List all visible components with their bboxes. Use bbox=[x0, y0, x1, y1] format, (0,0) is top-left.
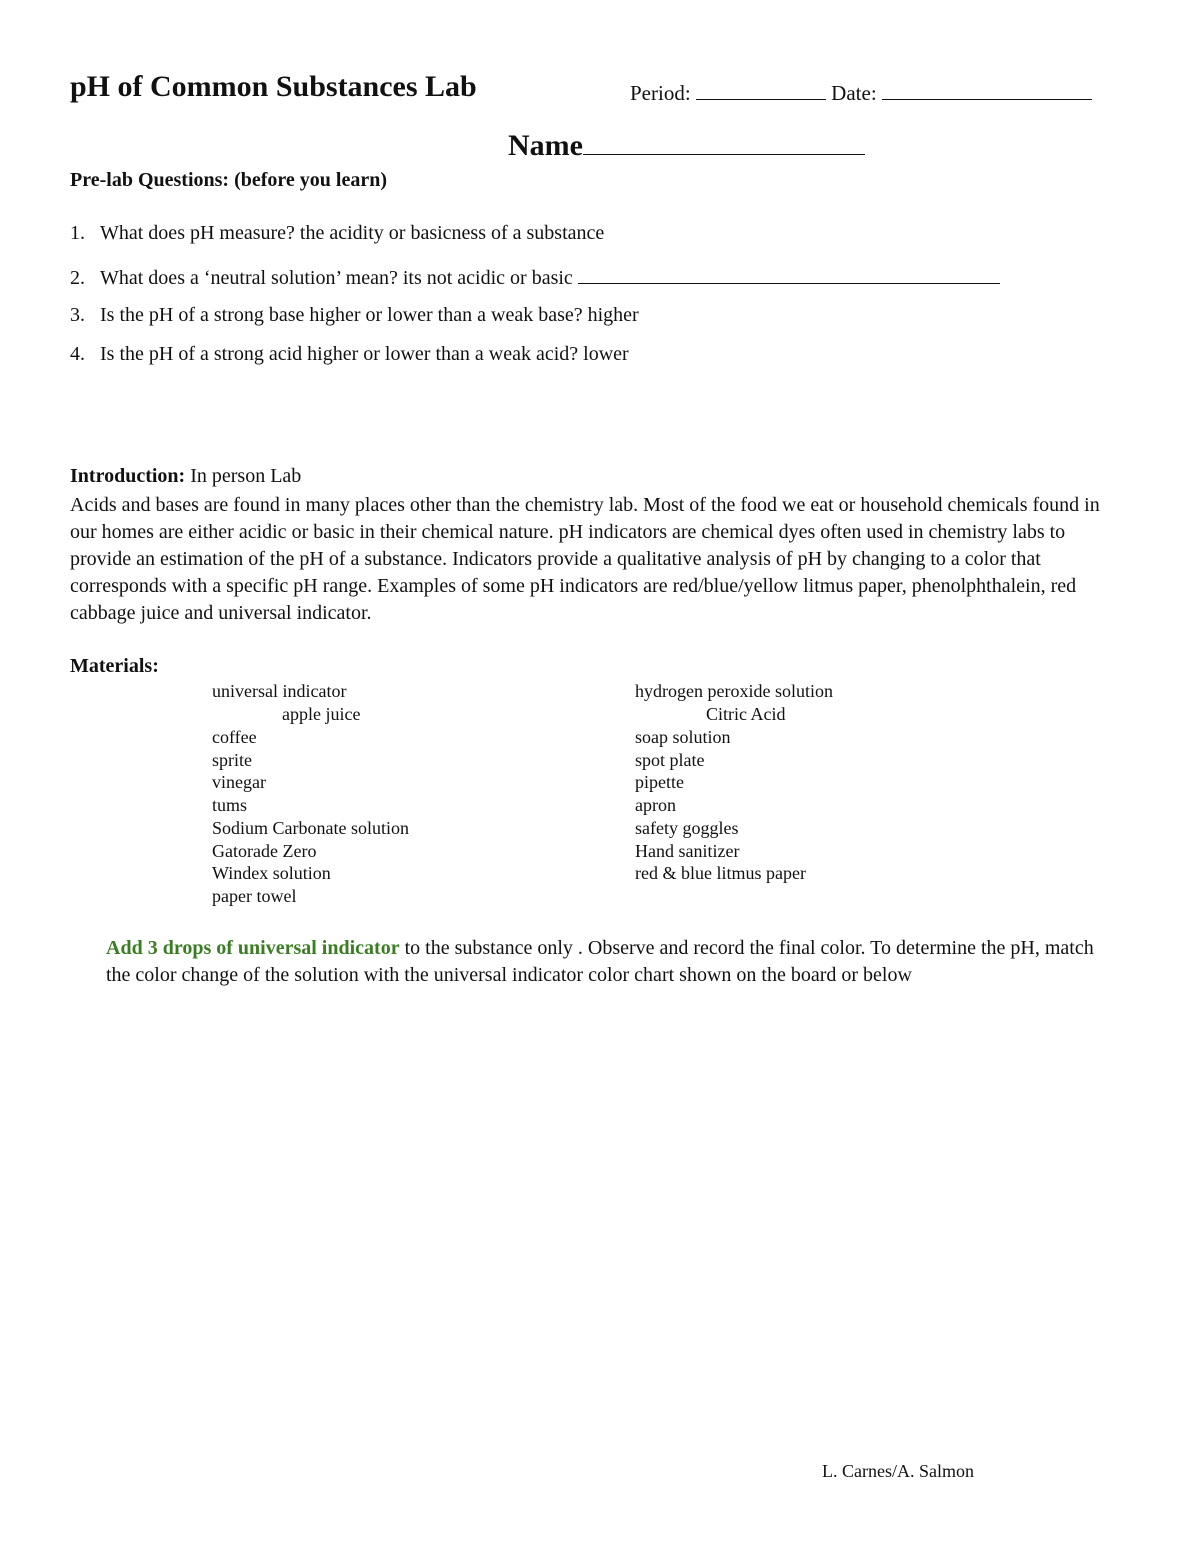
question-2 bbox=[70, 263, 1000, 290]
question-3 bbox=[70, 304, 639, 327]
materials-item: Citric Acid bbox=[706, 704, 786, 724]
question-number: 1. bbox=[70, 222, 85, 244]
materials-item: safety goggles bbox=[635, 818, 739, 838]
prelab-heading: Pre-lab Questions: (before you learn) bbox=[70, 169, 388, 191]
question-number: 4. bbox=[70, 343, 85, 365]
question-1 bbox=[70, 222, 604, 245]
name-line bbox=[508, 128, 865, 163]
question-number: 3. bbox=[70, 304, 85, 326]
instructions-highlight: Add 3 drops of universal indicator bbox=[106, 937, 400, 959]
period-blank[interactable] bbox=[696, 79, 826, 100]
materials-heading: Materials: bbox=[70, 655, 159, 677]
introduction-heading bbox=[70, 465, 301, 488]
introduction-body: Acids and bases are found in many places other than the chemistry lab. Most of the food we eat or household chemicals found in our homes are either acidic or basic in their chemical nature. pH indicators are chemical dyes often used in chemistry labs to provide an estimation of the pH of a substance. Indicators provide a qualitative analysis of pH by changing to a color that corresponds with a specific pH range. Examples of some pH indicators are red/blue/yellow litmus paper, phenolphthalein, red cabbage juice and universal indicator. bbox=[70, 494, 1100, 624]
materials-item: soap solution bbox=[635, 727, 731, 747]
period-label: Period: bbox=[630, 81, 691, 105]
question-number: 2. bbox=[70, 267, 85, 289]
date-blank[interactable] bbox=[882, 79, 1092, 100]
question-text: Is the pH of a strong acid higher or lower than a weak acid? lower bbox=[100, 343, 629, 365]
date-label: Date: bbox=[831, 81, 877, 105]
materials-item: paper towel bbox=[212, 886, 297, 906]
name-label: Name bbox=[508, 129, 583, 162]
materials-item: universal indicator bbox=[212, 681, 347, 701]
question-4 bbox=[70, 343, 629, 366]
materials-item: spot plate bbox=[635, 750, 705, 770]
materials-item: tums bbox=[212, 795, 248, 815]
question-text: What does a ‘neutral solution’ mean? its not acidic or basic bbox=[100, 267, 573, 289]
materials-item: coffee bbox=[212, 727, 257, 747]
name-blank[interactable] bbox=[583, 128, 865, 155]
materials-item: Sodium Carbonate solution bbox=[212, 818, 409, 838]
period-date-line bbox=[630, 79, 1092, 106]
question-text: What does pH measure? the acidity or basicness of a substance bbox=[100, 222, 605, 244]
materials-item: red & blue litmus paper bbox=[635, 863, 806, 883]
materials-item: Hand sanitizer bbox=[635, 841, 740, 861]
materials-item: Gatorade Zero bbox=[212, 841, 317, 861]
answer-blank[interactable] bbox=[578, 263, 1000, 284]
materials-item: apron bbox=[635, 795, 676, 815]
materials-item: apple juice bbox=[282, 704, 361, 724]
materials-item: sprite bbox=[212, 750, 252, 770]
page-title: pH of Common Substances Lab bbox=[70, 70, 477, 103]
question-text: Is the pH of a strong base higher or lower than a weak base? higher bbox=[100, 304, 639, 326]
materials-item: vinegar bbox=[212, 772, 266, 792]
materials-item: Windex solution bbox=[212, 863, 331, 883]
introduction-label: Introduction: bbox=[70, 465, 186, 487]
materials-item: hydrogen peroxide solution bbox=[635, 681, 833, 701]
materials-item: pipette bbox=[635, 772, 684, 792]
instructions-paragraph bbox=[106, 935, 1121, 989]
footer-credit: L. Carnes/A. Salmon bbox=[822, 1461, 974, 1481]
introduction-subtitle: In person Lab bbox=[190, 465, 302, 487]
instructions-text: to the substance only . Observe and record the final color. To determine the pH, match the color change of the solution with the universal indicator color chart shown on the board or below bbox=[106, 937, 1094, 986]
